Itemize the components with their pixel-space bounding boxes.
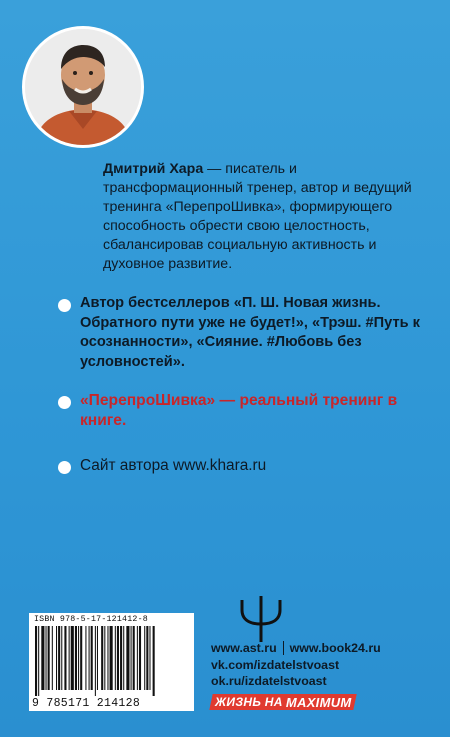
barcode-bar [35, 626, 37, 696]
barcode-bar [41, 626, 44, 690]
barcode-bar [115, 626, 116, 690]
barcode-bar [97, 626, 98, 690]
barcode-bar [64, 626, 66, 690]
barcode-bar [61, 626, 62, 690]
author-bio-text: — писатель и трансформационный тренер, автор и ведущий тренинга «ПерепроШивка», формирующего способность обрести свою целостность, сбалансировав социальную активность и духовное развитие. [103, 161, 412, 272]
barcode-bar [75, 626, 77, 690]
bestsellers-text: Автор бестселлеров «П. Ш. Новая жизнь. Обратного пути уже не будет!», «Трэш. #Путь к осознанности», «Сияние. #Любовь без условностей». [80, 295, 420, 370]
barcode-bar [137, 626, 138, 690]
barcode-bar [80, 626, 82, 690]
barcode-bar [48, 626, 50, 690]
barcode-bar [71, 626, 74, 690]
barcode-bar [153, 626, 155, 696]
barcode-bar [133, 626, 135, 690]
barcode-bar [56, 626, 57, 690]
link-book24[interactable]: www.book24.ru [289, 641, 381, 655]
author-photo [22, 26, 144, 148]
barcode-bar [52, 626, 53, 690]
white-dot-icon [58, 396, 71, 409]
barcode [29, 613, 194, 711]
links-row-sites [211, 640, 436, 657]
series-badge [209, 694, 356, 710]
isbn-label: ISBN 978-5-17-121412-8 [34, 615, 148, 624]
barcode-bar [101, 626, 103, 690]
barcode-bar [78, 626, 79, 690]
barcode-bar [117, 626, 119, 690]
white-dot-icon [58, 461, 71, 474]
barcode-bar [91, 626, 93, 690]
barcode-bar [107, 626, 108, 690]
barcode-bar [110, 626, 113, 690]
barcode-bars [33, 626, 190, 696]
barcode-bar [58, 626, 60, 690]
link-separator [283, 641, 284, 655]
barcode-bar [131, 626, 132, 690]
barcode-bar [146, 626, 148, 690]
author-name: Дмитрий Хара [103, 161, 204, 177]
psi-symbol-icon [236, 596, 286, 642]
publisher-links [211, 640, 436, 690]
series-label-part1: ЖИЗНЬ НА [215, 695, 283, 709]
barcode-bar [144, 626, 145, 690]
barcode-bar [149, 626, 150, 690]
author-site-text: Сайт автора www.khara.ru [80, 457, 267, 474]
barcode-bar [69, 626, 70, 690]
barcode-digits: 9 785171 214128 [32, 697, 141, 710]
barcode-bar [95, 626, 96, 696]
barcode-bar [46, 626, 47, 690]
barcode-bar [89, 626, 90, 690]
author-bio [103, 160, 433, 274]
series-label-part2: MAXIMUM [285, 694, 352, 710]
barcode-bar [38, 626, 39, 696]
barcode-bar [123, 626, 124, 690]
barcode-bar [120, 626, 122, 690]
link-vk[interactable]: vk.com/izdatelstvoast [211, 657, 340, 672]
link-ok[interactable]: ok.ru/izdatelstvoast [211, 674, 327, 688]
barcode-bar [126, 626, 129, 690]
link-ast[interactable]: www.ast.ru [211, 641, 277, 655]
training-text: «ПерепроШивка» — реальный тренинг в книге. [80, 392, 398, 429]
barcode-bar [139, 626, 141, 690]
white-dot-icon [58, 299, 71, 312]
author-portrait-image [25, 29, 141, 145]
barcode-bar [85, 626, 86, 690]
barcode-bar [104, 626, 105, 690]
